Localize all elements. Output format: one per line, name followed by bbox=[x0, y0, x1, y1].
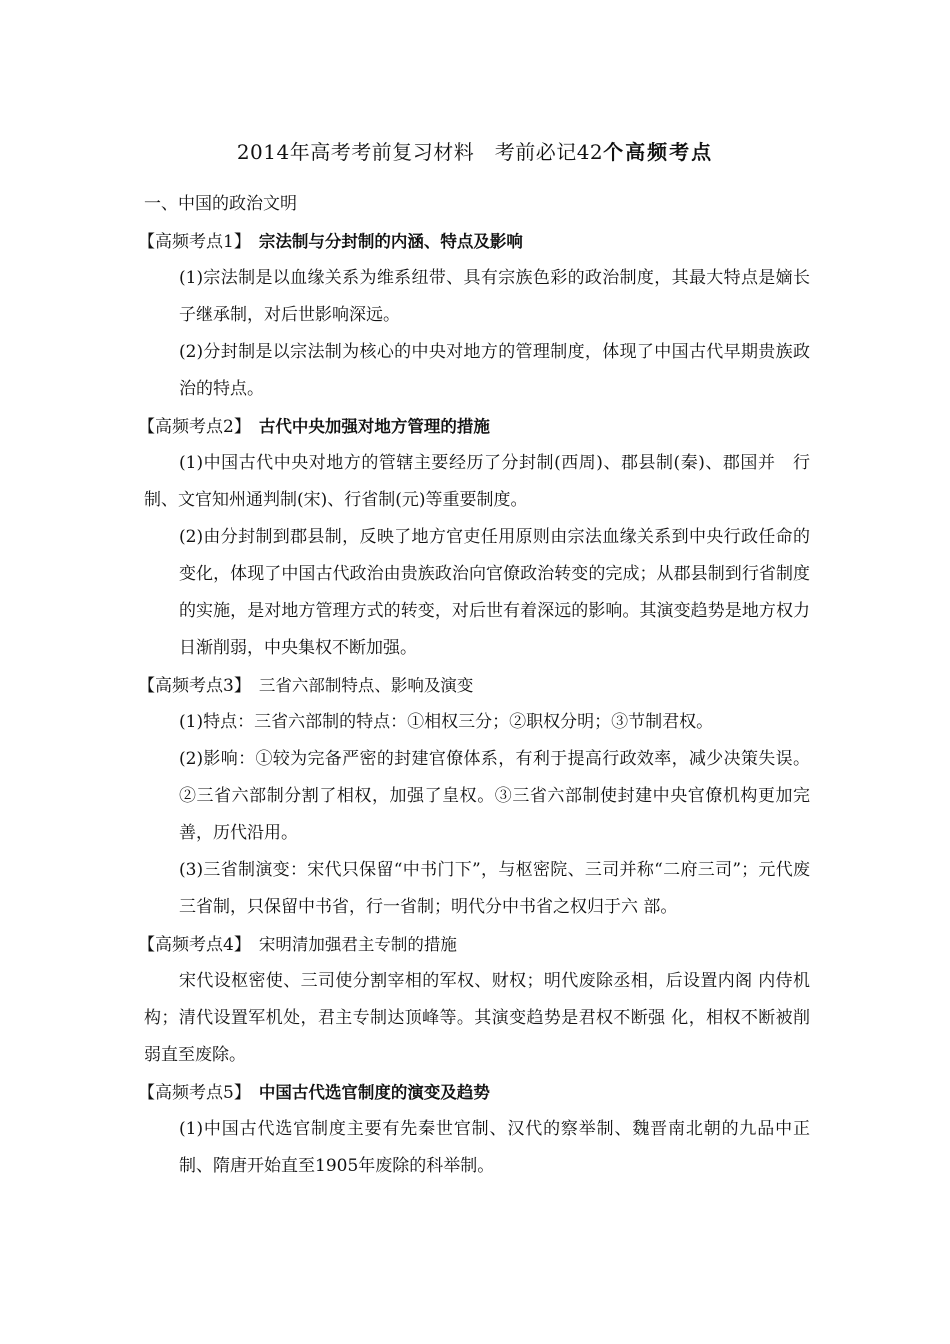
document-body bbox=[138, 186, 810, 1185]
point-tag: 【高频考点5】 bbox=[138, 1083, 251, 1103]
point-heading-1 bbox=[138, 223, 810, 260]
document-title bbox=[0, 136, 950, 168]
paragraph: (1)中国古代选官制度主要有先秦世官制、汉代的察举制、魏晋南北朝的九品中正制、隋唐开始直至1905年废除的科举制。 bbox=[179, 1119, 810, 1176]
paragraph: (2)影响：①较为完备严密的封建官僚体系，有利于提高行政效率，减少决策失误。②三省六部制分割了相权，加强了皇权。③三省六部制使封建中央官僚机构更加完善，历代沿用。 bbox=[179, 749, 810, 843]
paragraph: 宋代设枢密使、三司使分割宰相的军权、财权；明代废除丞相，后设置内阁 内侍机构；清代设置军机处，君主专制达顶峰等。其演变趋势是君权不断强 化，相权不断被削弱直至废除。 bbox=[144, 971, 810, 1065]
point-heading-5 bbox=[138, 1074, 810, 1111]
point-tag: 【高频考点2】 bbox=[138, 417, 251, 437]
point-heading-2 bbox=[138, 408, 810, 445]
paragraph: (1)宗法制是以血缘关系为维系纽带、具有宗族色彩的政治制度，其最大特点是嫡长子继承制，对后世影响深远。 bbox=[179, 268, 810, 325]
point-topic: 宗法制与分封制的内涵、特点及影响 bbox=[258, 232, 523, 251]
section-title: 一、中国的政治文明 bbox=[144, 194, 297, 214]
point-topic: 三省六部制特点、影响及演变 bbox=[258, 676, 474, 695]
point-heading-3 bbox=[138, 667, 810, 704]
point-topic: 古代中央加强对地方管理的措施 bbox=[258, 417, 490, 436]
point-tag: 【高频考点3】 bbox=[138, 676, 251, 696]
paragraph: (3)三省制演变：宋代只保留“中书门下”，与枢密院、三司并称“二府三司”；元代废三省制，只保留中书省，行一省制；明代分中书省之权归于六 部。 bbox=[179, 860, 810, 917]
paragraph: (2)由分封制到郡县制，反映了地方官吏任用原则由宗法血缘关系到中央行政任命的变化，体现了中国古代政治由贵族政治向官僚政治转变的完成；从郡县制到行省制度的实施，是对地方管理方式的转变，对后世有着深远的影响。其演变趋势是地方权力日渐削弱，中央集权不断加强。 bbox=[179, 527, 810, 658]
point-topic: 中国古代选官制度的演变及趋势 bbox=[258, 1083, 490, 1102]
point-topic: 宋明清加强君主专制的措施 bbox=[258, 935, 457, 954]
paragraph: (1)特点：三省六部制的特点：①相权三分；②职权分明；③节制君权。 bbox=[179, 712, 714, 732]
point-heading-4 bbox=[138, 926, 810, 963]
title-emphasis: 个高频考点 bbox=[603, 140, 714, 164]
point-tag: 【高频考点1】 bbox=[138, 232, 251, 252]
title-main: 2014年高考考前复习材料 考前必记42 bbox=[236, 140, 604, 164]
point-tag: 【高频考点4】 bbox=[138, 935, 251, 955]
paragraph: (2)分封制是以宗法制为核心的中央对地方的管理制度，体现了中国古代早期贵族政治的特点。 bbox=[179, 342, 810, 399]
paragraph: (1)中国古代中央对地方的管辖主要经历了分封制(西周)、郡县制(秦)、郡国并 行制、文官知州通判制(宋)、行省制(元)等重要制度。 bbox=[144, 453, 810, 510]
